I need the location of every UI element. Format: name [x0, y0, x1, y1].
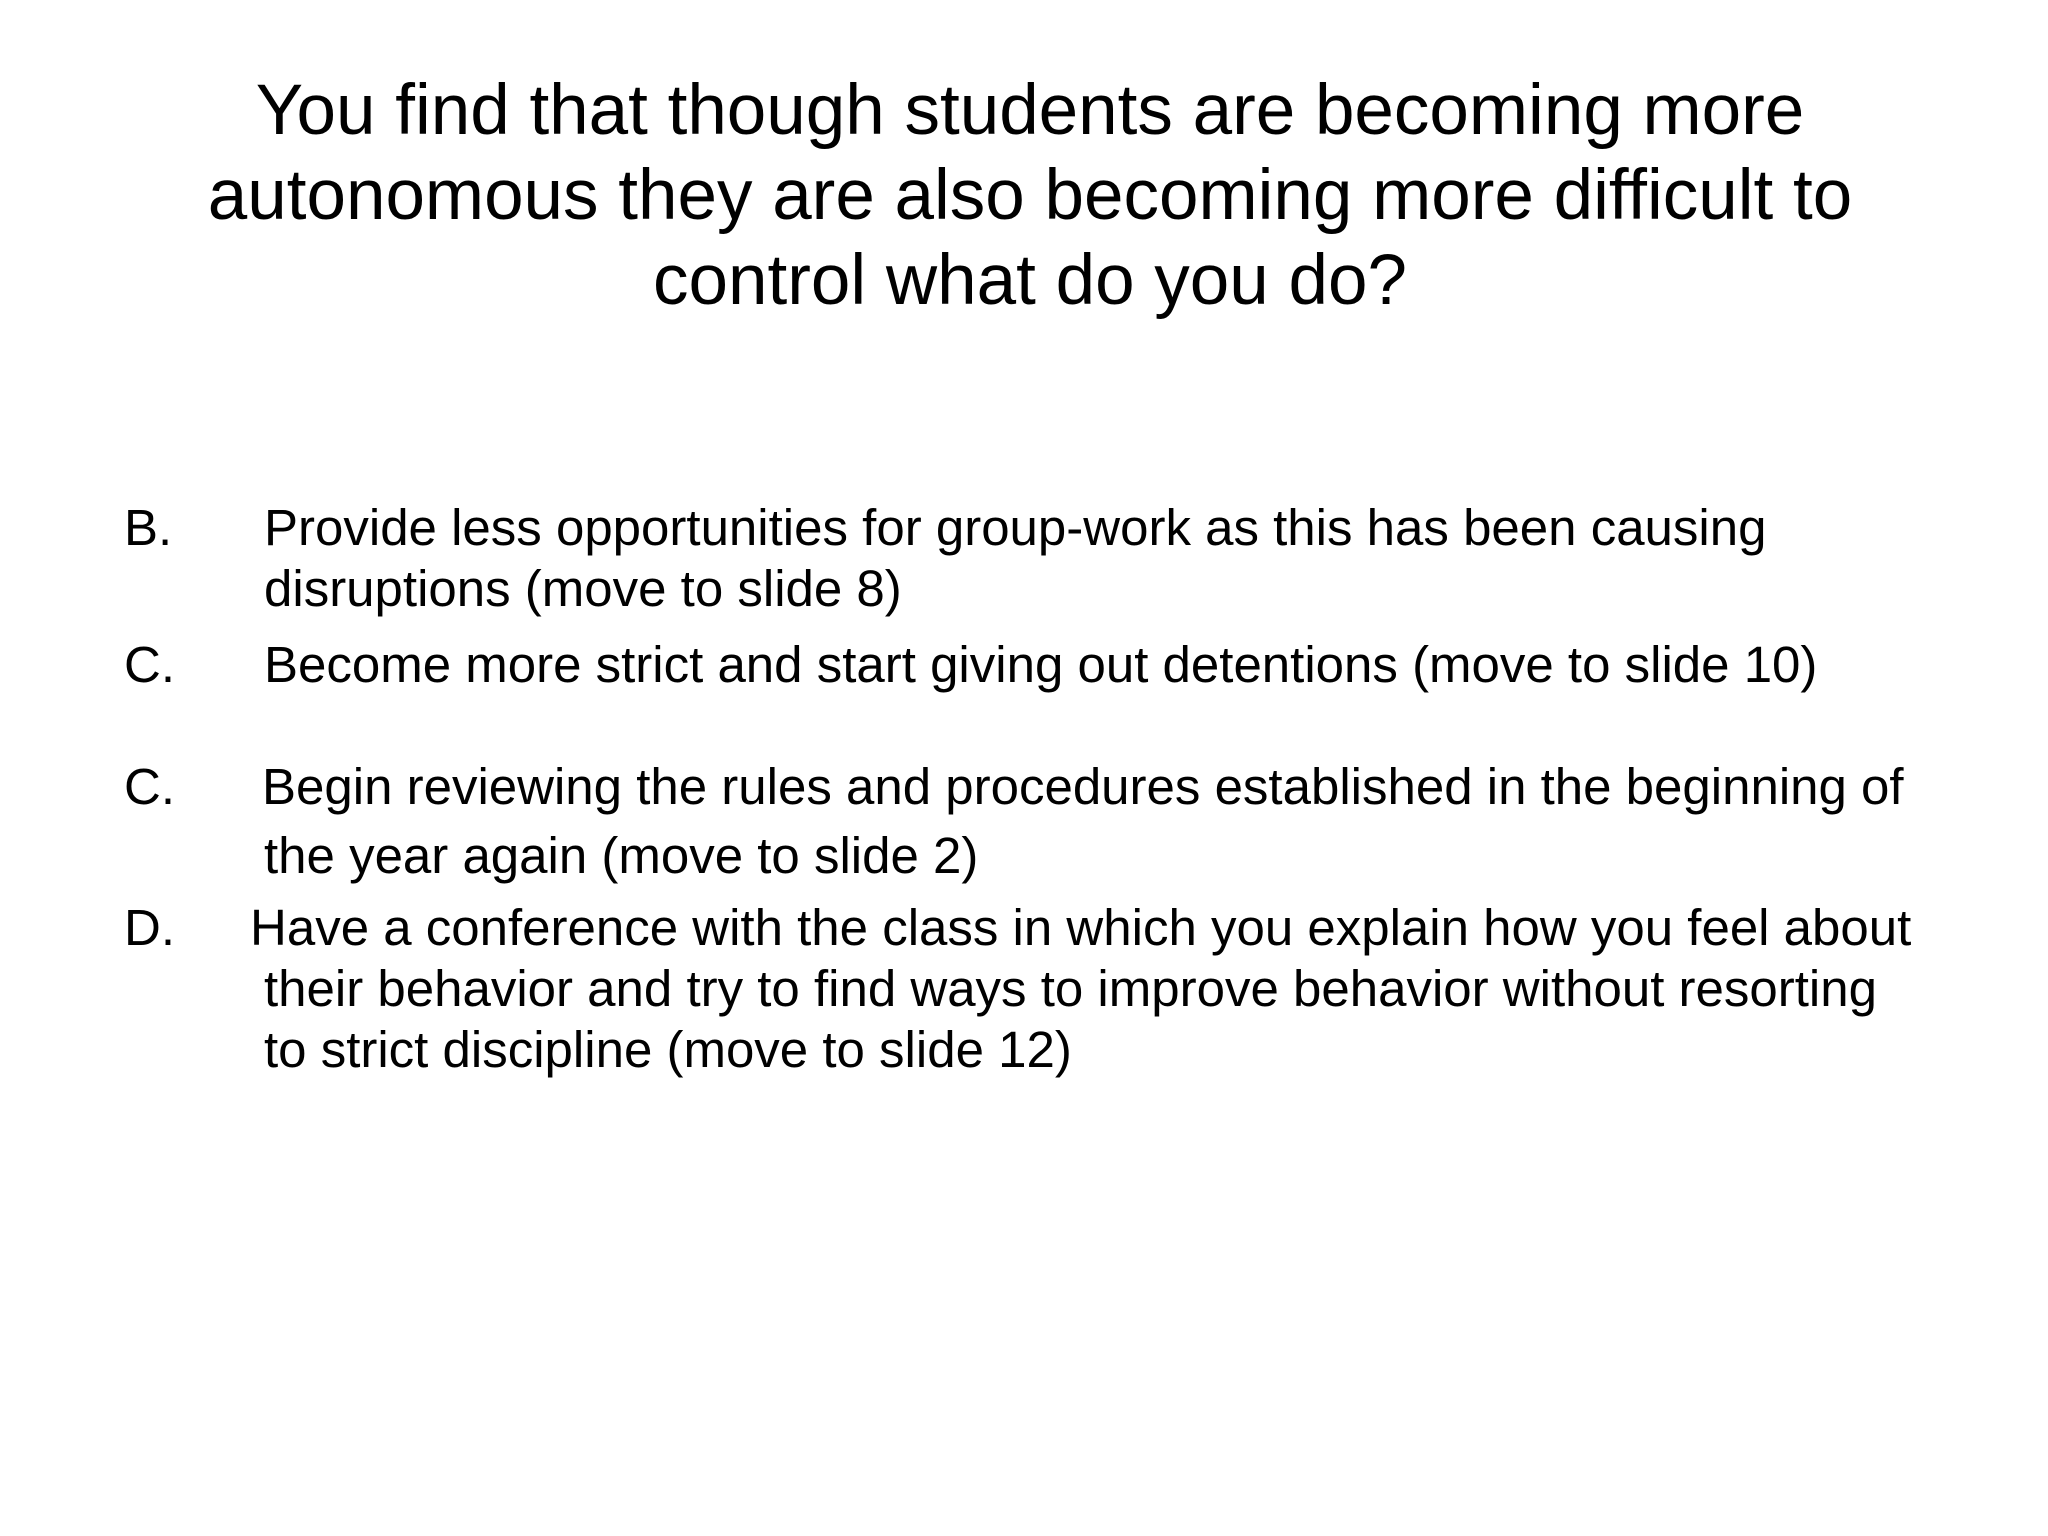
option-text-line: to strict discipline (move to slide 12): [264, 1021, 1072, 1078]
option-text-line: Have a conference with the class in which you explain how you feel about: [250, 899, 1912, 956]
option-text-line: the year again (move to slide 2): [264, 827, 979, 884]
option-text: [264, 497, 1766, 619]
option-text-line: Provide less opportunities for group-work as this has been causing: [264, 499, 1767, 556]
slide-title: [180, 68, 1880, 323]
title-line: You find that though students are becoming more: [255, 71, 1805, 150]
option-letter: B.: [124, 499, 173, 556]
option-letter: D.: [124, 899, 175, 956]
option-letter: C.: [124, 758, 175, 815]
title-line: control what do you do?: [653, 241, 1407, 320]
option-text-line: Begin reviewing the rules and procedures established in the beginning of: [262, 758, 1904, 815]
option-text: [264, 634, 1817, 695]
option-text-line: disruptions (move to slide 8): [264, 560, 902, 617]
option-text: [250, 897, 1911, 1080]
option-text-line: Become more strict and start giving out detentions (move to slide 10): [264, 636, 1818, 693]
option-text-line: their behavior and try to find ways to improve behavior without resorting: [264, 960, 1877, 1017]
option-text: [262, 752, 1904, 890]
option-letter: C.: [124, 636, 175, 693]
title-line: autonomous they are also becoming more difficult to: [207, 156, 1853, 235]
